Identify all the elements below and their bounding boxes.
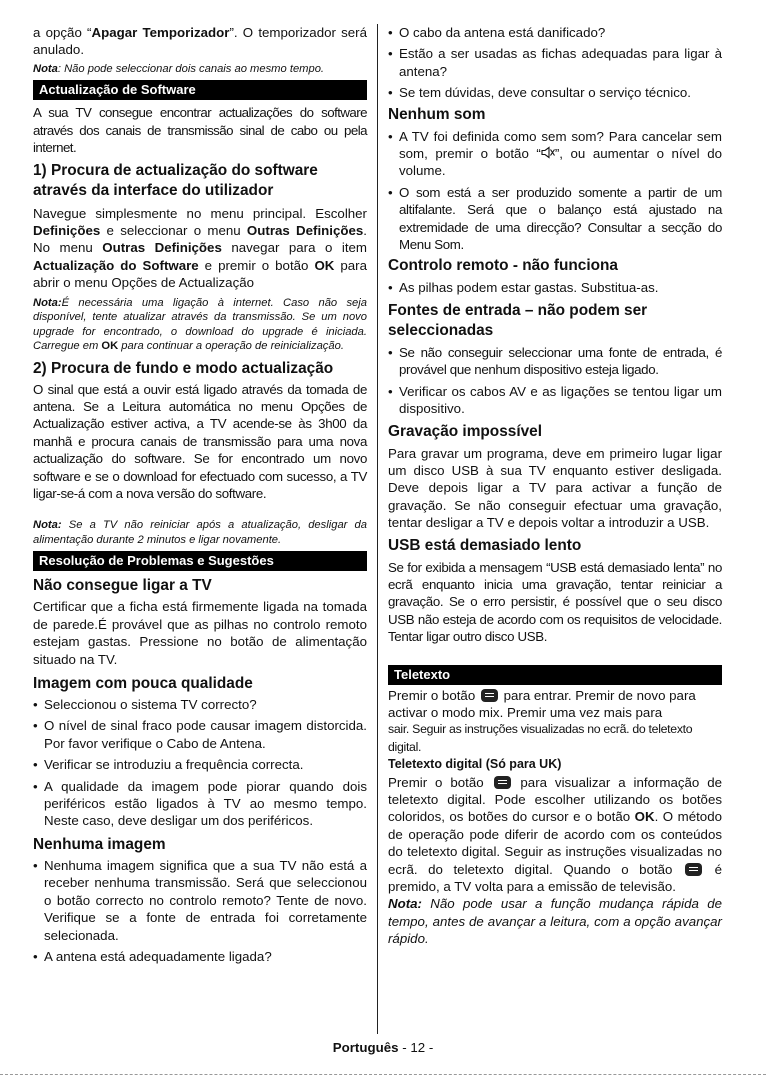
- text-span: e seleccionar o menu: [100, 222, 247, 238]
- heading-remote-not-working: Controlo remoto - não funciona: [388, 257, 618, 275]
- list-item: • As pilhas podem estar gastas. Substitua-as.: [388, 279, 722, 296]
- right-column: [388, 24, 722, 948]
- list-item: • Verificar se introduziu a frequência correcta.: [33, 756, 367, 773]
- list-item: • Estão a ser usadas as fichas adequadas para ligar à antena?: [388, 45, 722, 80]
- bold-term: OK: [314, 257, 335, 273]
- digital-teletext-text: [388, 774, 722, 896]
- list-item: • Verificar os cabos AV e as ligações se tentou ligar um dispositivo.: [388, 383, 722, 418]
- teletext-button-icon: [481, 689, 498, 702]
- bold-term: OK: [634, 809, 655, 825]
- list-item: • Se tem dúvidas, deve consultar o serviço técnico.: [388, 84, 722, 101]
- note-text: Não pode usar a função mudança rápida de tempo, antes de avançar a leitura, com a opção avançar rápido.: [388, 896, 722, 947]
- note-text: para continuar a operação de reinicialização.: [118, 340, 344, 353]
- text-span: navegar para o item: [221, 240, 367, 256]
- text-span: a opção “: [33, 25, 92, 40]
- bold-term: Actualização do Software: [33, 257, 199, 273]
- note-text: Se a TV não reiniciar após a atualização, desligar da alimentação durante 2 minutos e ligar novamente.: [33, 519, 367, 546]
- text-span: é premido, a TV volta para a emissão de televisão.: [388, 861, 722, 895]
- list-item: • O cabo da antena está danificado?: [388, 24, 722, 41]
- text-span: Navegue simplesmente no menu principal. Escolher: [33, 205, 367, 221]
- note-text: É necessária uma ligação à internet. Caso não seja disponível, tente atualizar através da transmissão. Se um novo upgrade for encontrado, o download do upgrade é iniciada. Carregue em: [33, 296, 367, 353]
- ui-update-instructions: [33, 205, 367, 292]
- heading-no-picture: Nenhuma imagem: [33, 835, 166, 853]
- no-power-text: Certificar que a ficha está firmemente ligada na tomada de parede.É provável que as pilhas no controlo remoto estejam gastas. Pressione no botão de alimentação situado na TV.: [33, 599, 367, 667]
- list-item: • Seleccionou o sistema TV correcto?: [33, 696, 367, 713]
- list-item: • A antena está adequadamente ligada?: [33, 948, 367, 965]
- bold-term: Apagar Temporizador: [91, 25, 230, 40]
- teletext-intro: [388, 687, 722, 722]
- note-restart: [33, 518, 367, 547]
- text-span: . O método de operação pode diferir de acordo com os conteúdos do teletexto digital. Seguir as instruções visualizadas no ecrã. do teletexto digital. Quando o botão: [388, 809, 722, 877]
- software-update-text: A sua TV consegue encontrar actualizações do software através dos canais de transmissão sinal de cabo ou pela internet.: [33, 105, 367, 156]
- bold-term: Outras Definições: [102, 240, 222, 256]
- text-span: para entrar. Premir de novo para activar o modo mix. Premir uma vez mais para: [388, 687, 696, 720]
- teletext-exit: sair. Seguir as instruções visualizadas no ecrã. do teletexto digital.: [388, 722, 693, 754]
- text-span: para visualizar a informação de teletexto digital. Pode escolher utilizando os botões coloridos, os botões do cursor e o botão: [388, 774, 722, 825]
- text-span: A TV foi definida como sem som? Para cancelar sem som, premir o botão “: [399, 128, 722, 162]
- page-footer: [0, 1040, 766, 1055]
- heading-usb-slow: USB está demasiado lento: [388, 536, 582, 554]
- text-span: Premir o botão: [388, 687, 479, 703]
- background-update-text: O sinal que está a ouvir está ligado através da tomada de antena. Se a Leitura automática no menu Opções de Actualização estiver activa, a TV acende-se às 3h00 da manhã e procura canais de transmissão para uma nova actualização do software. Se for encontrado um novo software e se o download for efectuado com sucesso, a TV ligar-se-á com a nova versão do software.: [33, 381, 367, 501]
- heading-poor-picture: Imagem com pouca qualidade: [33, 675, 253, 693]
- bold-term: Definições: [33, 222, 101, 238]
- note-label: Nota:: [33, 519, 62, 532]
- text-span: ”. O temporizador será anulado.: [33, 25, 367, 58]
- digital-teletext-heading: Teletexto digital (Só para UK): [388, 757, 562, 772]
- no-sound-list: [388, 128, 722, 254]
- heading-recording-impossible: Gravação impossível: [388, 422, 542, 440]
- text-span: ”, ou aumentar o nível do volume.: [399, 146, 722, 179]
- heading-input-sources: Fontes de entrada – não podem ser seleccionadas: [388, 301, 648, 339]
- teletext-note: [388, 895, 722, 947]
- text-span: . No menu: [33, 222, 367, 256]
- list-item: • A qualidade da imagem pode piorar quando dois periféricos estão ligados à TV ao mesmo tempo. Neste caso, deve desligar um dos periféricos.: [33, 778, 367, 830]
- note-two-channels: [33, 62, 367, 77]
- bold-term: OK: [101, 340, 119, 353]
- heading-no-sound: Nenhum som: [388, 105, 486, 123]
- bold-term: Outras Definições: [246, 222, 364, 238]
- note-internet: [33, 296, 367, 354]
- input-sources-list: [388, 344, 722, 418]
- section-heading-background-update: 2) Procura de fundo e modo actualização: [33, 359, 334, 377]
- software-update-bar: Actualização de Software: [33, 80, 367, 100]
- left-column: [33, 24, 367, 965]
- section-heading-ui-update: 1) Procura de actualização do software através da interface do utilizador: [33, 161, 318, 199]
- usb-slow-text: Se for exibida a mensagem “USB está demasiado lenta” no ecrã enquanto inicia uma gravação, tentar reiniciar a gravação. Se o erro persistir, é possível que o seu disco USB não esteja de acordo com os requisitos de velocidade. Tentar ligar outro disco USB.: [388, 559, 722, 645]
- footer-language: Português: [332, 1040, 399, 1055]
- text-span: Premir o botão: [388, 774, 492, 790]
- troubleshooting-bar: Resolução de Problemas e Sugestões: [33, 551, 367, 571]
- note-label: Nota: [33, 62, 58, 75]
- list-item: • Nenhuma imagem significa que a sua TV não está a receber nenhuma transmissão. Será que seleccionou o botão correcto no controlo remoto? Tente de novo. Verifique se a fonte de entrada foi corretamente selecionada.: [33, 857, 367, 944]
- column-divider: [377, 24, 378, 1034]
- page-bottom-divider: [0, 1074, 766, 1075]
- note-label: Nota:: [388, 896, 422, 912]
- mute-icon: [541, 146, 555, 159]
- poor-picture-list: [33, 696, 367, 830]
- no-picture-list: [33, 857, 367, 965]
- remote-list: [388, 279, 722, 296]
- note-text: : Não pode seleccionar dois canais ao mesmo tempo.: [57, 62, 325, 75]
- text-span: e premir o botão: [198, 257, 315, 273]
- teletext-bar: Teletexto: [388, 665, 722, 685]
- teletext-button-icon: [685, 863, 702, 876]
- teletext-button-icon: [494, 776, 511, 789]
- note-label: Nota:: [33, 296, 62, 309]
- heading-no-power: Não consegue ligar a TV: [33, 577, 212, 595]
- text-span: para abrir o menu Opções de Actualização: [33, 257, 368, 291]
- list-item: • Se não conseguir seleccionar uma fonte de entrada, é provável que nenhum dispositivo esteja ligado.: [388, 344, 722, 379]
- list-item: • O som está a ser produzido somente a partir de um altifalante. Será que o balanço está ajustado na extremidade de uma direcção? Consultar a secção do Menu Som.: [388, 184, 722, 254]
- list-item: • O nível de sinal fraco pode causar imagem distorcida. Por favor verifique o Cabo de Antena.: [33, 717, 367, 752]
- recording-text: Para gravar um programa, deve em primeiro lugar ligar um disco USB à sua TV enquanto estiver desligada. Deve depois ligar a TV para activar a função de gravação. Se não conseguir efectuar uma gravação, tentar desligar a TV e depois voltar a introduzir a USB.: [388, 445, 722, 531]
- antenna-list: [388, 24, 722, 102]
- timer-cancel-text: [33, 24, 367, 59]
- page-number: - 12 -: [398, 1040, 434, 1055]
- list-item: [388, 128, 722, 180]
